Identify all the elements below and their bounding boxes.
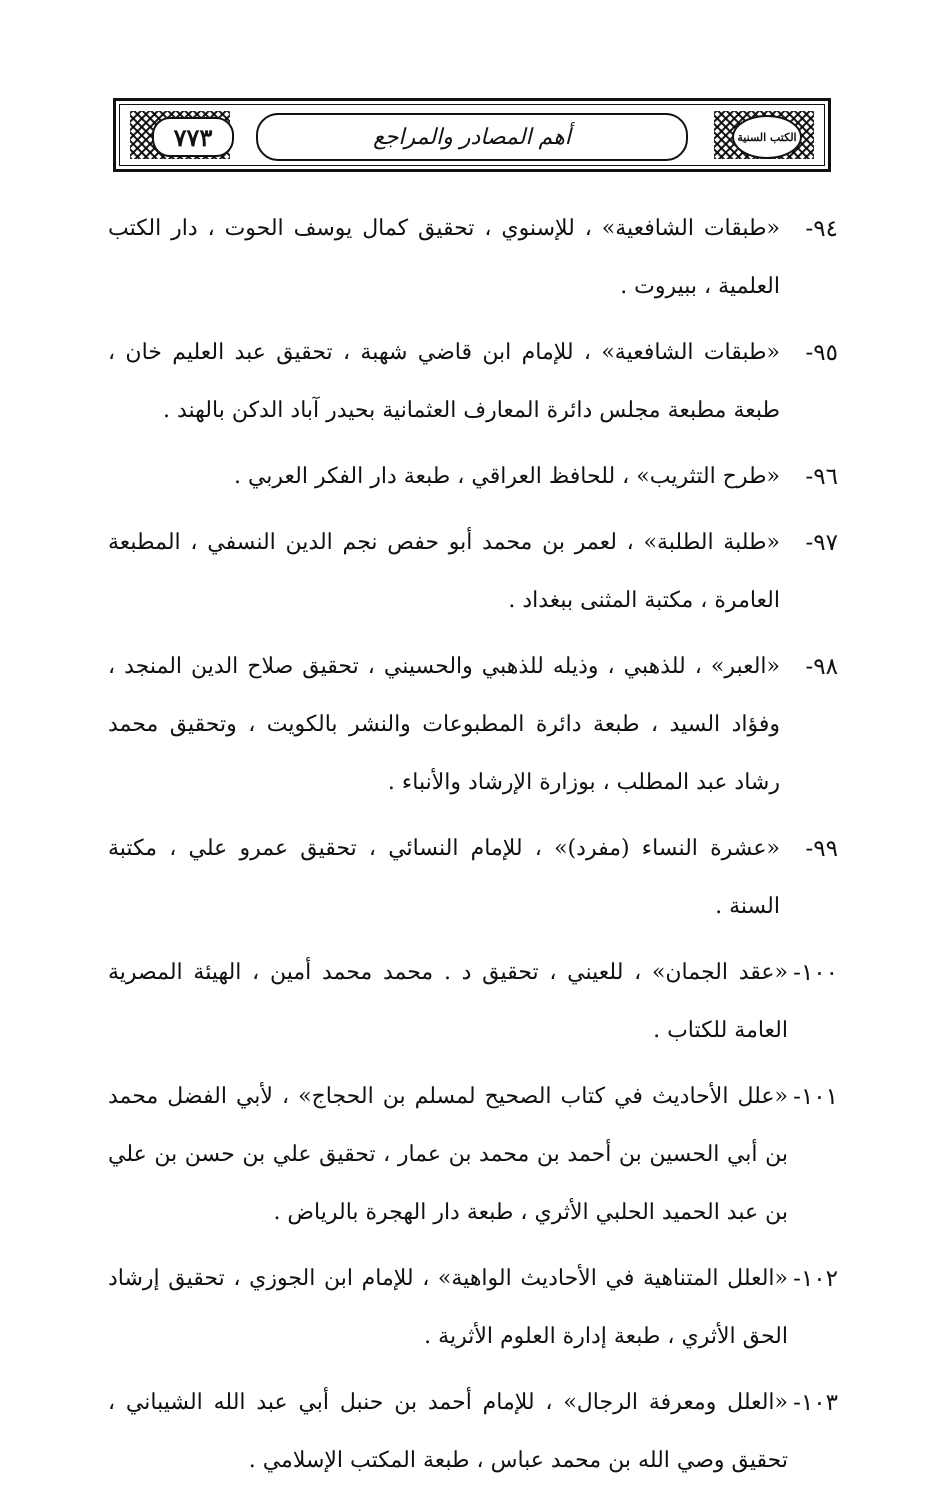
entry-number: ٩٦- — [805, 464, 838, 490]
page-number: ٧٧٣ — [152, 117, 234, 157]
reference-entry — [108, 448, 838, 506]
reference-entry — [108, 324, 838, 440]
reference-entry — [108, 1250, 838, 1366]
entry-number: ١٠٢- — [793, 1266, 838, 1292]
entry-text: «العلل المتناهية في الأحاديث الواهية» ، للإمام ابن الجوزي ، تحقيق إرشاد الحق الأثري ، طبعة إدارة العلوم الأثرية . — [108, 1266, 788, 1349]
entry-text: «العبر» ، للذهبي ، وذيله للذهبي والحسيني ، تحقيق صلاح الدين المنجد ، وفؤاد السيد ، طبعة دائرة المطبوعات والنشر بالكويت ، وتحقيق محمد رشاد عبد المطلب ، بوزارة الإرشاد والأنباء . — [108, 654, 780, 795]
entry-number: ٩٩- — [805, 836, 838, 862]
entry-text: «عقد الجمان» ، للعيني ، تحقيق د . محمد محمد أمين ، الهيئة المصرية العامة للكتاب . — [108, 960, 788, 1043]
reference-entry — [108, 820, 838, 936]
entry-number: ٩٨- — [805, 654, 838, 680]
entry-number: ٩٧- — [805, 530, 838, 556]
entry-text: «علل الأحاديث في كتاب الصحيح لمسلم بن الحجاج» ، لأبي الفضل محمد بن أبي الحسين بن أحمد بن محمد بن عمار ، تحقيق علي بن حسن بن علي بن عبد الحميد الحلبي الأثري ، طبعة دار الهجرة بالرياض . — [108, 1084, 788, 1225]
entry-number: ١٠٣- — [793, 1390, 838, 1416]
reference-entry — [108, 638, 838, 812]
entry-text: «العلل ومعرفة الرجال» ، للإمام أحمد بن حنبل أبي عبد الله الشيباني ، تحقيق وصي الله بن محمد عباس ، طبعة المكتب الإسلامي . — [108, 1390, 788, 1473]
entry-text: «طبقات الشافعية» ، للإسنوي ، تحقيق كمال يوسف الحوت ، دار الكتب العلمية ، ببيروت . — [108, 216, 780, 299]
reference-entry — [108, 514, 838, 630]
entry-text: «عشرة النساء (مفرد)» ، للإمام النسائي ، تحقيق عمرو علي ، مكتبة السنة . — [108, 836, 780, 919]
reference-entry — [108, 944, 838, 1060]
reference-entry — [108, 200, 838, 316]
entry-text: «طبقات الشافعية» ، للإمام ابن قاضي شهبة ، تحقيق عبد العليم خان ، طبعة مطبعة مجلس دائرة المعارف العثمانية بحيدر آباد الدكن بالهند . — [108, 340, 780, 423]
entry-number: ٩٥- — [805, 340, 838, 366]
entry-text: «طرح التثريب» ، للحافظ العراقي ، طبعة دار الفكر العربي . — [233, 464, 780, 489]
running-title: أهم المصادر والمراجع — [256, 113, 688, 161]
entry-text: «طلبة الطلبة» ، لعمر بن محمد أبو حفص نجم الدين النسفي ، المطبعة العامرة ، مكتبة المثنى ببغداد . — [108, 530, 780, 613]
entry-number: ٩٤- — [805, 216, 838, 242]
entry-number: ١٠٠- — [793, 960, 838, 986]
reference-entry — [108, 1068, 838, 1242]
publisher-logo: الكتب السنية — [732, 115, 802, 159]
references-list — [108, 200, 838, 1498]
page-header — [113, 98, 831, 172]
reference-entry — [108, 1374, 838, 1490]
entry-number: ١٠١- — [793, 1084, 838, 1110]
